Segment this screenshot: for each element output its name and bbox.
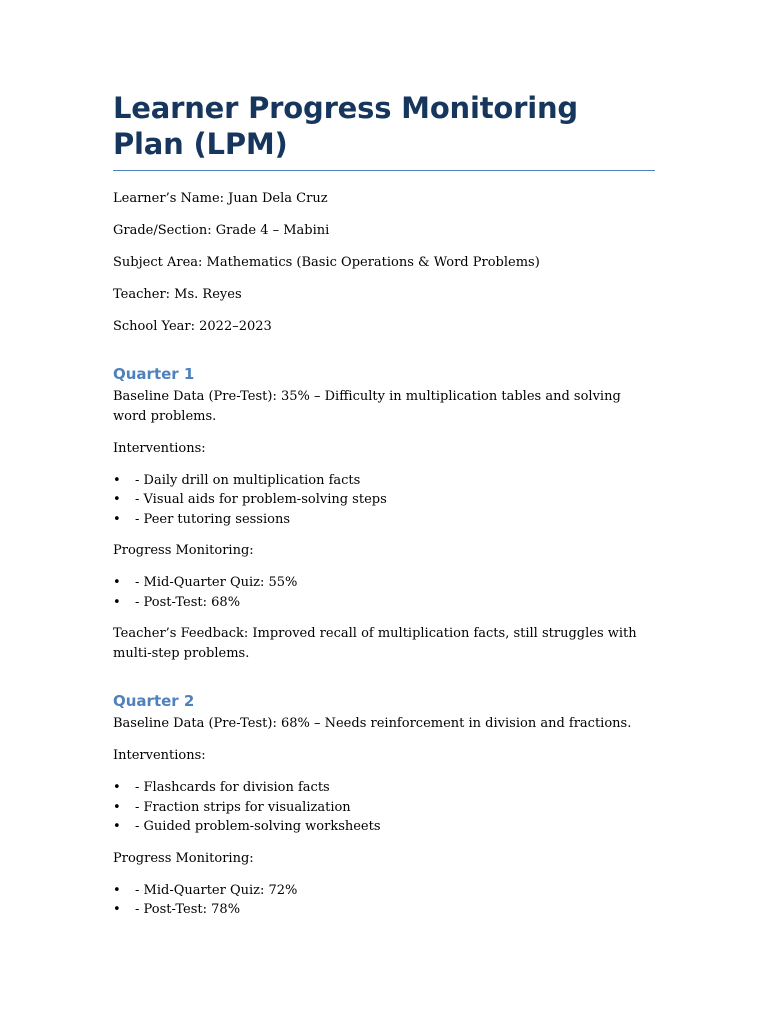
list-item-text: - Fraction strips for visualization xyxy=(135,799,351,815)
teacher: Teacher: Ms. Reyes xyxy=(113,286,242,302)
list-item-text: - Post-Test: 78% xyxy=(135,902,241,917)
list-item xyxy=(113,798,655,818)
baseline-data: Baseline Data (Pre-Test): 35% – Difficulty in multiplication tables and solving word problems. xyxy=(113,388,621,424)
bullet-icon: • xyxy=(113,575,121,590)
list-item xyxy=(113,573,655,593)
progress-monitoring-label: Progress Monitoring: xyxy=(113,850,254,866)
document-page xyxy=(113,90,655,932)
progress-monitoring-list xyxy=(113,573,655,612)
list-item-text: - Daily drill on multiplication facts xyxy=(135,472,361,488)
school-year: School Year: 2022–2023 xyxy=(113,318,272,334)
interventions-label: Interventions: xyxy=(113,440,206,456)
progress-monitoring-label: Progress Monitoring: xyxy=(113,543,254,558)
bullet-icon: • xyxy=(113,492,121,507)
page-title: Learner Progress Monitoring Plan (LPM) xyxy=(113,90,655,171)
learner-info xyxy=(113,189,655,337)
list-item-text: - Guided problem-solving worksheets xyxy=(135,819,381,834)
interventions-label: Interventions: xyxy=(113,748,206,763)
list-item xyxy=(113,778,655,798)
list-item xyxy=(113,593,655,613)
list-item-text: - Mid-Quarter Quiz: 55% xyxy=(135,575,298,590)
bullet-icon: • xyxy=(113,594,121,610)
subject-area: Subject Area: Mathematics (Basic Operations & Word Problems) xyxy=(113,254,540,270)
teacher-feedback: Teacher’s Feedback: Improved recall of multiplication facts, still struggles with multi-step problems. xyxy=(113,626,637,661)
interventions-list xyxy=(113,471,655,530)
quarter-heading: Quarter 2 xyxy=(113,692,195,710)
bullet-icon: • xyxy=(113,882,121,898)
list-item-text: - Flashcards for division facts xyxy=(135,780,330,795)
bullet-icon: • xyxy=(113,472,121,488)
interventions-list xyxy=(113,778,655,837)
baseline-data: Baseline Data (Pre-Test): 68% – Needs reinforcement in division and fractions. xyxy=(113,716,632,731)
list-item xyxy=(113,510,655,530)
bullet-icon: • xyxy=(113,819,121,834)
quarter-2-section xyxy=(113,692,655,920)
list-item-text: - Visual aids for problem-solving steps xyxy=(135,492,387,507)
bullet-icon: • xyxy=(113,902,121,917)
bullet-icon: • xyxy=(113,799,121,815)
list-item xyxy=(113,490,655,510)
quarter-1-section xyxy=(113,365,655,665)
list-item-text: - Post-Test: 68% xyxy=(135,594,241,610)
progress-monitoring-list xyxy=(113,881,655,920)
list-item-text: - Mid-Quarter Quiz: 72% xyxy=(135,882,298,898)
grade-section: Grade/Section: Grade 4 – Mabini xyxy=(113,222,330,238)
bullet-icon: • xyxy=(113,511,121,527)
quarter-heading: Quarter 1 xyxy=(113,364,195,383)
list-item xyxy=(113,471,655,491)
list-item xyxy=(113,900,655,920)
list-item xyxy=(113,817,655,837)
list-item-text: - Peer tutoring sessions xyxy=(135,511,291,527)
bullet-icon: • xyxy=(113,780,121,795)
learner-name: Learner’s Name: Juan Dela Cruz xyxy=(113,190,328,206)
list-item xyxy=(113,881,655,901)
